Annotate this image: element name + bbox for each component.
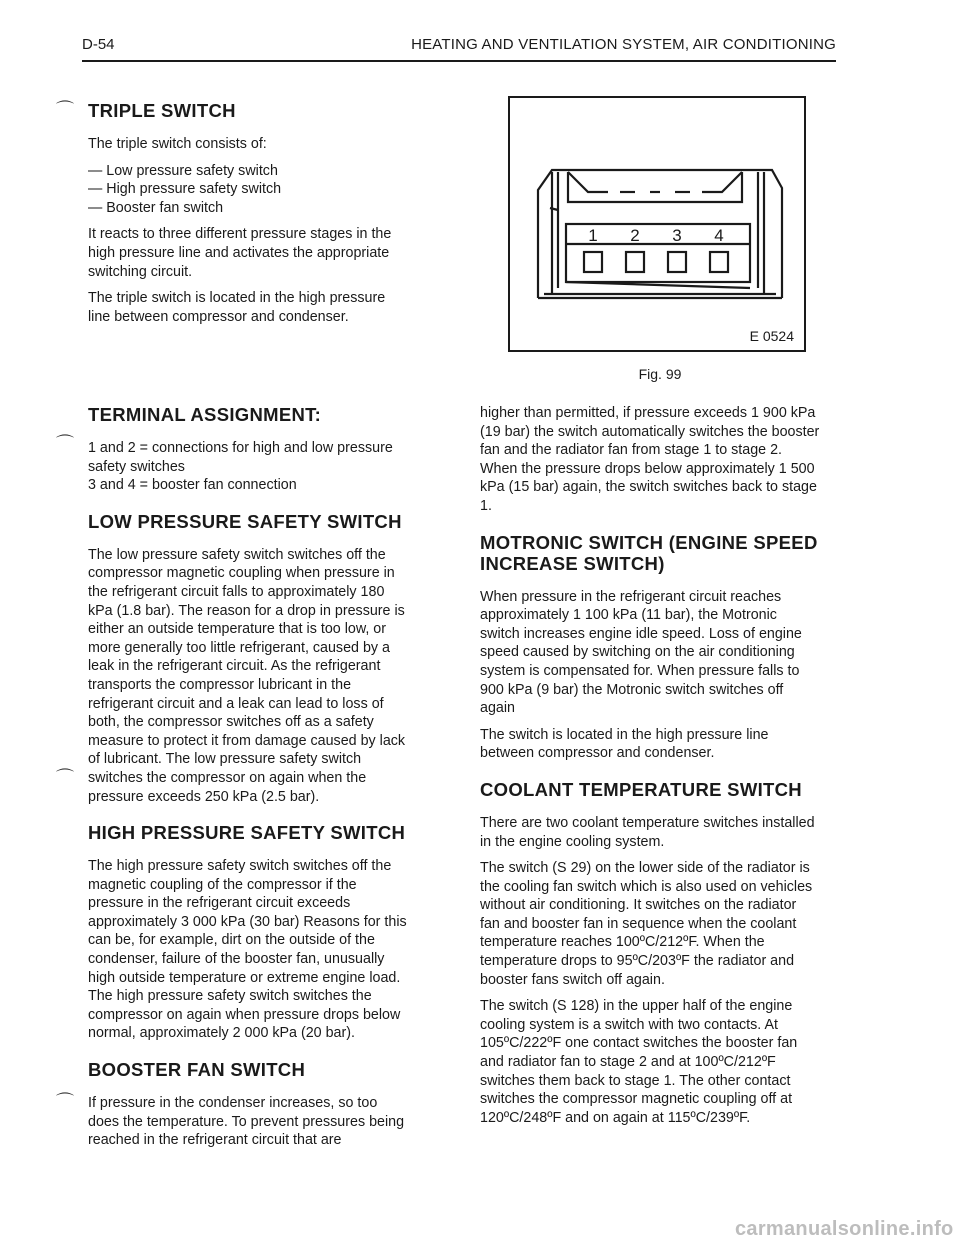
connector-figure <box>508 96 806 352</box>
motronic-para1: When pressure in the refrigerant circuit reaches approximately 1 100 kPa (11 bar), the Motronic switch increases engine idle speed. Loss of engine speed caused by switching on the air conditioning system is compensated for. When pressure falls to 900 kPa (9 bar) the Motronic switch switches off again <box>480 588 802 717</box>
section-title: HEATING AND VENTILATION SYSTEM, AIR CONDITIONING <box>411 36 836 53</box>
coolant-heading: COOLANT TEMPERATURE SWITCH <box>480 778 802 800</box>
footer-watermark: carmanualsonline.info <box>735 1218 954 1240</box>
booster-fan-continued: higher than permitted, if pressure exceeds 1 900 kPa (19 bar) the switch automatically switches the booster fan and the radiator fan from stage 1 to stage 2. When the pressure drops below approximately 1 500 kPa (15 bar) again, the switch switches back to stage 1. <box>480 405 820 514</box>
booster-fan-heading: BOOSTER FAN SWITCH <box>88 1059 306 1081</box>
motronic-heading: MOTRONIC SWITCH (ENGINE SPEED INCREASE SWITCH) <box>480 531 818 574</box>
triple-switch-para2: The triple switch is located in the high pressure line between compressor and condenser. <box>88 290 386 325</box>
triple-switch-heading: TRIPLE SWITCH <box>88 100 236 121</box>
coolant-para3: The switch (S 128) in the upper half of the engine cooling system is a switch with two contacts. At 105ºC/222ºF one contact switches the booster fan and radiator fan to stage 2 and at 100ºC/212ºF switches them back to stage 1. The other contact switches the compressor magnetic coupling off at 120ºC/248ºF and on again at 115ºC/239ºF. <box>480 998 798 1126</box>
coolant-para1: There are two coolant temperature switches installed in the engine cooling system. <box>480 814 815 850</box>
motronic-para2: The switch is located in the high pressure line between compressor and condenser. <box>480 726 769 762</box>
left-column-lower <box>88 404 410 1158</box>
margin-mark: ⌒ <box>56 1092 74 1112</box>
terminal-line-2: 3 and 4 = booster fan connection <box>88 477 297 494</box>
margin-mark: ⌒ <box>56 100 74 120</box>
low-pressure-heading: LOW PRESSURE SAFETY SWITCH <box>88 510 402 532</box>
high-pressure-heading: HIGH PRESSURE SAFETY SWITCH <box>88 822 406 844</box>
figure-caption: Fig. 99 <box>638 366 682 382</box>
terminal-label-1: 1 <box>588 226 598 245</box>
right-column <box>480 404 820 1135</box>
terminal-label-4: 4 <box>714 226 724 245</box>
connector-diagram <box>510 98 808 354</box>
figure-code: E 0524 <box>749 328 794 344</box>
terminal-assignment-heading: TERMINAL ASSIGNMENT: <box>88 404 322 425</box>
page-number: D-54 <box>82 36 115 53</box>
low-pressure-para: The low pressure safety switch switches off the compressor magnetic coupling when pressure in the refrigerant circuit falls to approximately 180 kPa (1.8 bar). The reason for a drop in pressure is either an outside temperature that is too low, or more generally too little refrigerant, caused by a leak in the refrigerant circuit. As the refrigerant transports the compressor lubricant in the refrigerant circuit and a leak can lead to loss of both, the compressor switches off as a safety measure to protect it from damage caused by lack of lubricant. The low pressure safety switch switches the compressor on again when the pressure exceeds 250 kPa (2.5 bar). <box>88 546 406 805</box>
terminal-label-2: 2 <box>630 226 640 245</box>
list-item: — Booster fan switch <box>88 199 224 216</box>
triple-switch-section <box>88 100 410 334</box>
terminal-line-1: 1 and 2 = connections for high and low pressure safety switches <box>88 440 393 475</box>
list-item: — High pressure safety switch <box>88 181 282 198</box>
high-pressure-para: The high pressure safety switch switches off the magnetic coupling of the compressor if the pressure in the refrigerant circuit exceeds approximately 3 000 kPa (30 bar) Reasons for this can be, for example, dirt on the outside of the condenser, failure of the booster fan, unusually high outside temperature or extreme engine load. The high pressure safety switch switches the compressor on again when pressure drops below normal, approximately 2 000 kPa (20 bar). <box>88 858 407 1042</box>
page-header <box>82 34 836 62</box>
triple-switch-para1: It reacts to three different pressure stages in the high pressure line and activates the appropriate switching circuit. <box>88 226 392 280</box>
margin-mark: ⌒ <box>56 768 74 788</box>
booster-fan-para: If pressure in the condenser increases, so too does the temperature. To prevent pressures being reached in the refrigerant circuit that are <box>88 1095 405 1149</box>
triple-switch-intro: The triple switch consists of: <box>88 136 267 152</box>
coolant-para2: The switch (S 29) on the lower side of the radiator is the cooling fan switch which is also used on vehicles without air conditioning. It switches on the radiator fan and booster fan in sequence when the coolant temperature reaches 100ºC/212ºF. When the temperature drops to 95ºC/203ºF the radiator and booster fans switch off again. <box>480 860 813 988</box>
margin-mark: ⌒ <box>56 434 74 454</box>
list-item: — Low pressure safety switch <box>88 162 278 179</box>
terminal-label-3: 3 <box>672 226 682 245</box>
